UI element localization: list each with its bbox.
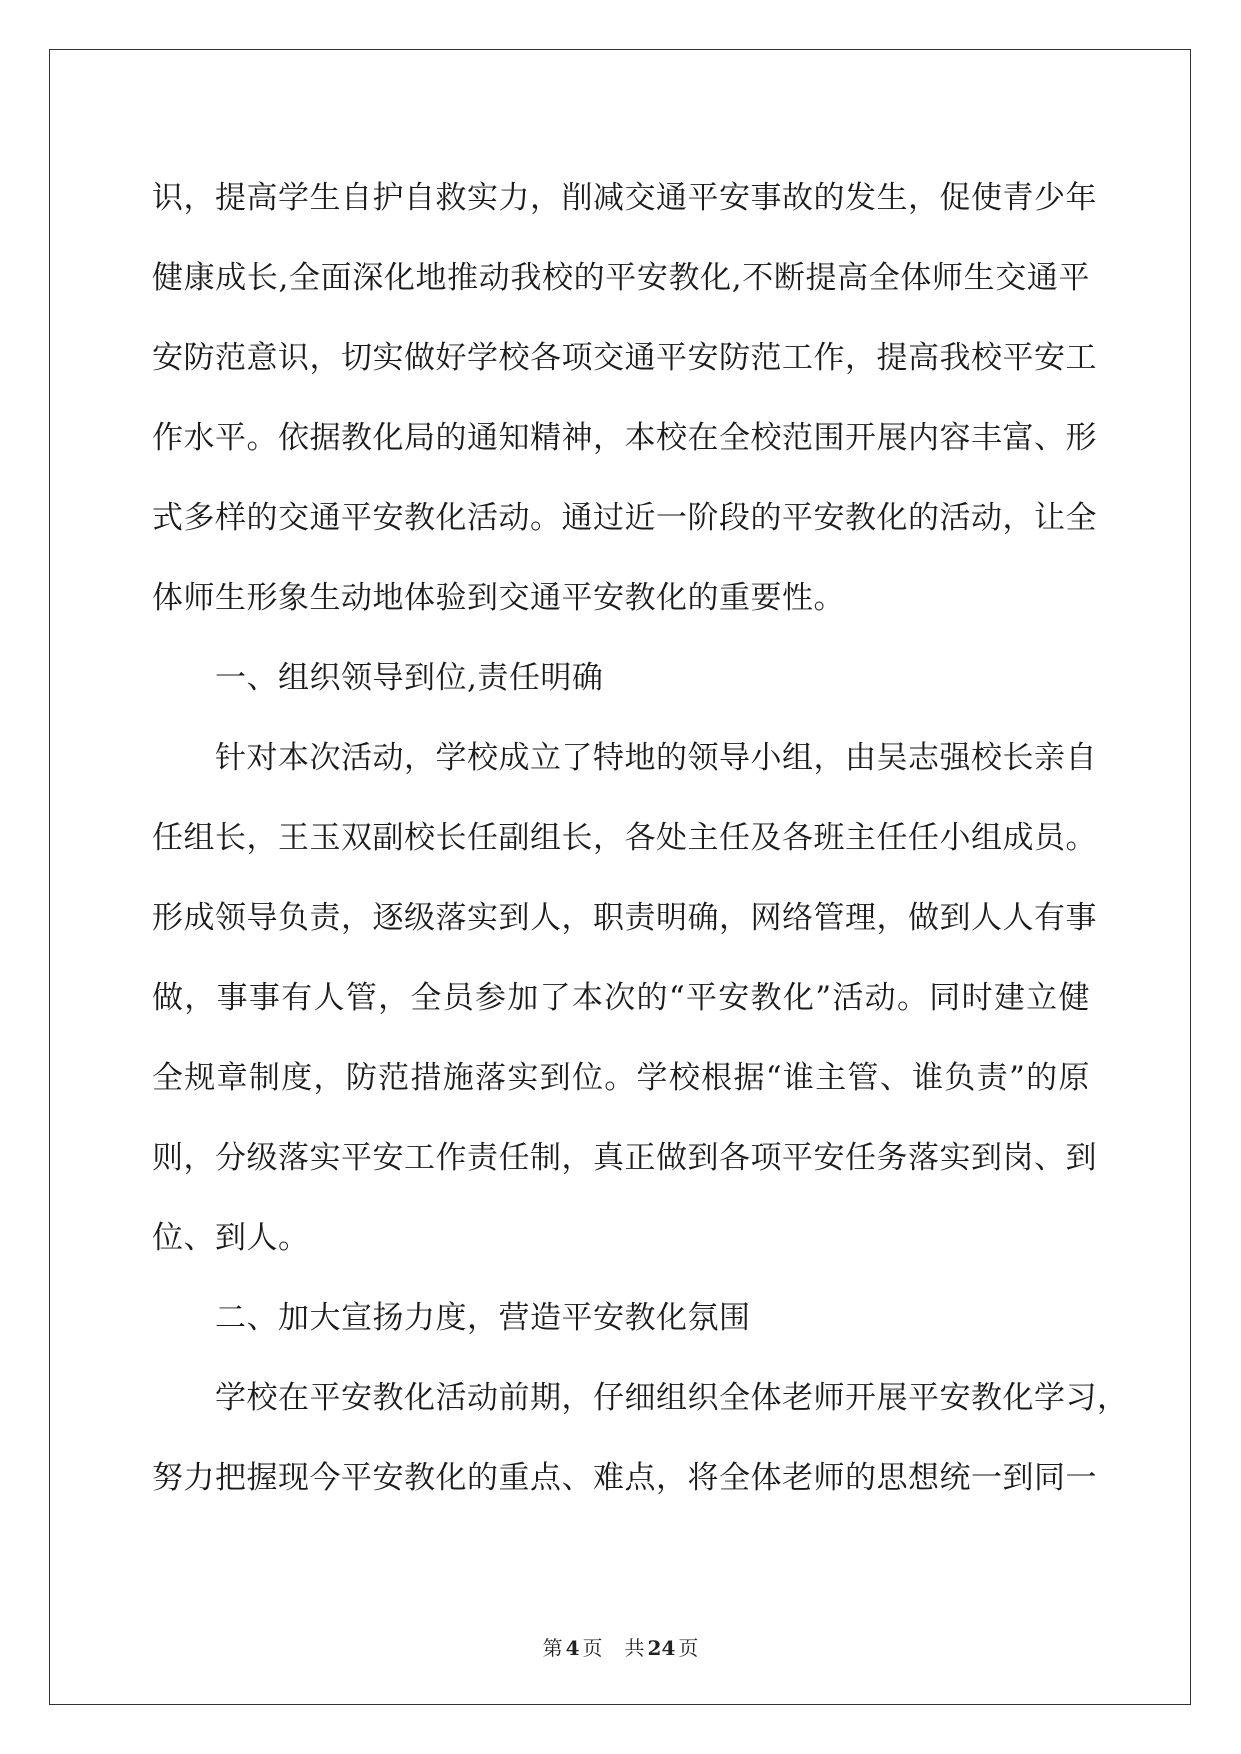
section-heading: 一、组织领导到位,责任明确 [215,660,604,696]
body-line: 则，分级落实平安工作责任制，真正做到各项平安任务落实到岗、到 [152,1140,1097,1176]
body-line: 健康成长,全面深化地推动我校的平安教化,不断提高全体师生交通平 [152,260,1090,296]
body-line: 式多样的交通平安教化活动。通过近一阶段的平安教化的活动，让全 [152,500,1097,536]
page-total: 24 [647,1636,676,1660]
body-line: 全规章制度，防范措施落实到位。学校根据“谁主管、谁负责”的原 [152,1060,1090,1096]
page-prefix: 第 [542,1636,563,1660]
page-footer [0,1632,1241,1661]
body-line: 做，事事有人管，全员参加了本次的“平安教化”活动。同时建立健 [152,980,1090,1016]
body-line: 体师生形象生动地体验到交通平安教化的重要性。 [152,580,845,616]
total-prefix: 共 [624,1636,645,1660]
body-line: 形成领导负责，逐级落实到人，职责明确，网络管理，做到人人有事 [152,900,1097,936]
total-suffix: 页 [678,1636,699,1660]
body-line: 学校在平安教化活动前期，仔细组织全体老师开展平安教化学习， [215,1380,1129,1416]
body-line: 安防范意识，切实做好学校各项交通平安防范工作，提高我校平安工 [152,340,1097,376]
section-heading: 二、加大宣扬力度，营造平安教化氛围 [215,1300,751,1336]
body-line: 针对本次活动，学校成立了特地的领导小组，由吴志强校长亲自 [215,740,1097,776]
page-number: 4 [565,1636,580,1660]
body-line: 作水平。依据教化局的通知精神，本校在全校范围开展内容丰富、形 [152,420,1097,456]
body-line: 任组长，王玉双副校长任副组长，各处主任及各班主任任小组成员。 [152,820,1097,856]
body-line: 位、到人。 [152,1220,310,1256]
body-line: 努力把握现今平安教化的重点、难点，将全体老师的思想统一到同一 [152,1460,1097,1496]
body-line: 识，提高学生自护自救实力，削减交通平安事故的发生，促使青少年 [152,180,1097,216]
document-body [152,158,1129,1518]
page-suffix: 页 [582,1636,603,1660]
